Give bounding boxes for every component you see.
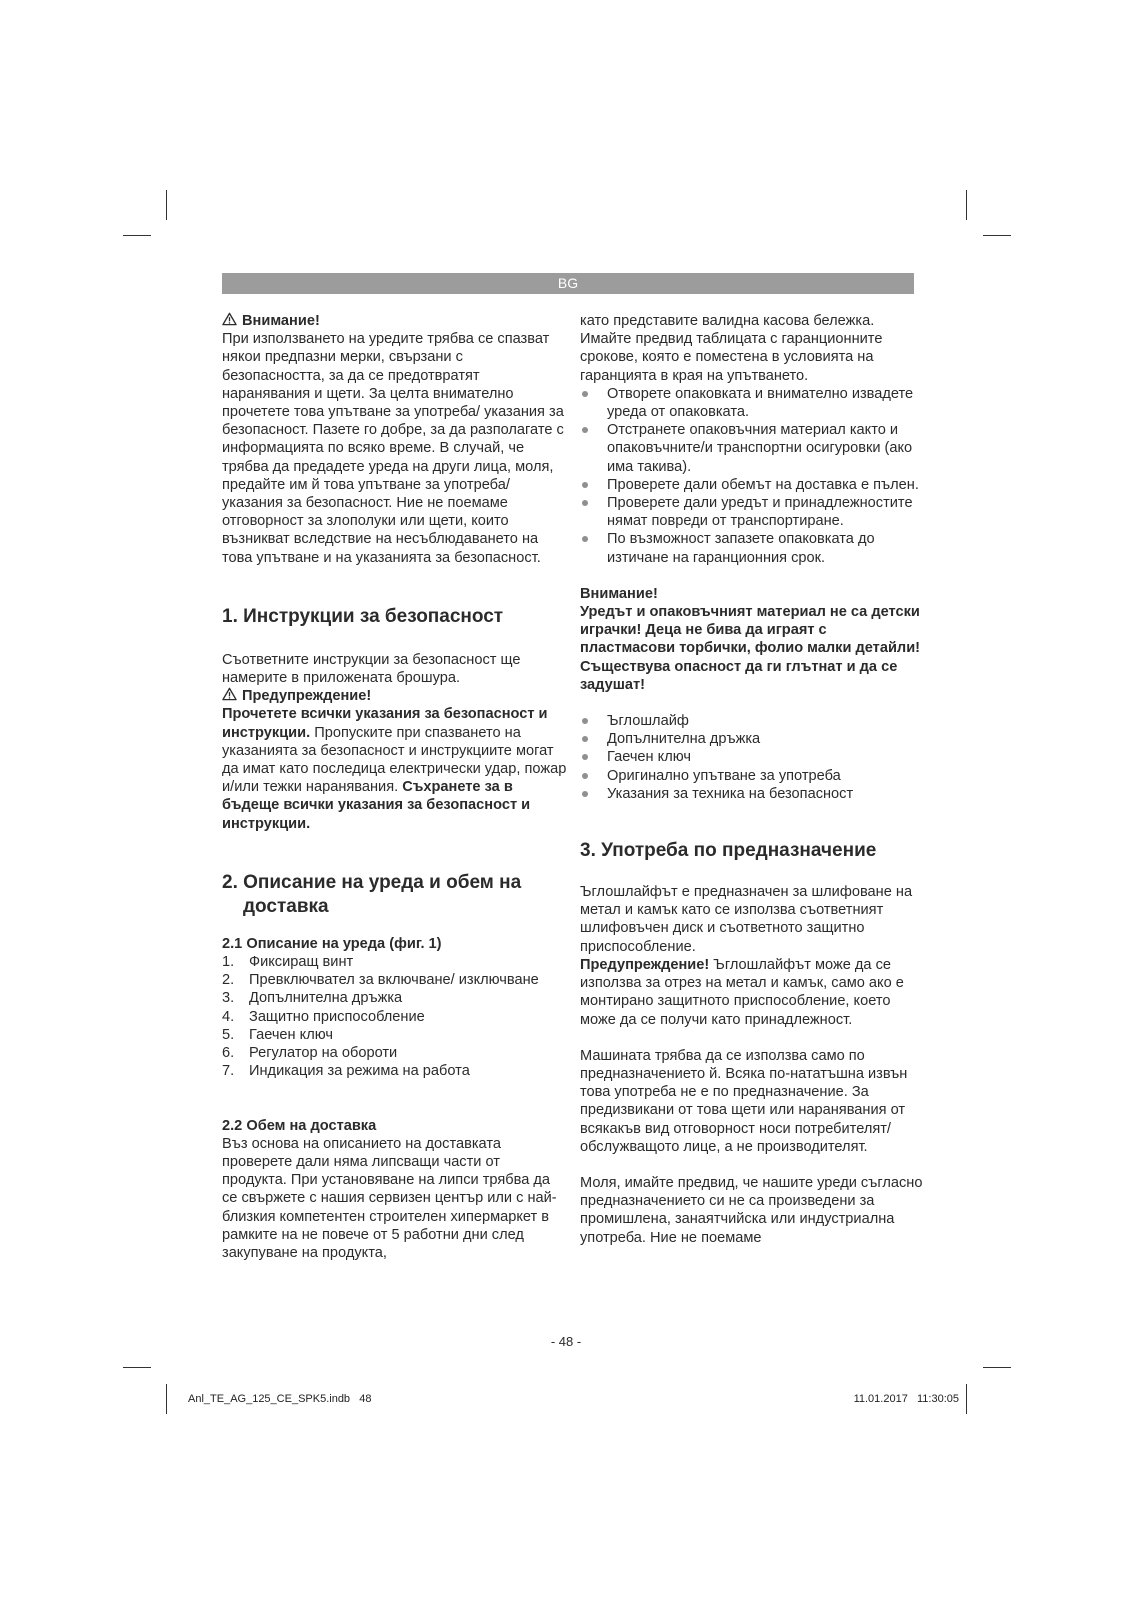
warning-title: Внимание! xyxy=(580,585,658,602)
section-1-title: 1. Инструкции за безопасност xyxy=(222,605,504,627)
footer-file: Anl_TE_AG_125_CE_SPK5.indb 48 xyxy=(188,1393,372,1405)
footer-date: 11.01.2017 11:30:05 xyxy=(853,1393,959,1405)
warning-triangle-icon xyxy=(222,312,237,326)
list-item: Оригинално упътване за употреба xyxy=(580,767,925,785)
body-text: Ъглошлайфът може да се използва за отрез на метал и камък, само ако е монтирано защитното приспособление, което може да се получи като принадлежност. xyxy=(580,956,904,1028)
warning-text: При използването на уредите трябва се спазват някои предпазни мерки, свързани с безопасността, за да се предотвратят наранявания и щети. За целта внимателно прочетете това упътване за употреба/ указания за безопасност. Пазете го добре, за да разполагате с информацията по всяко време. В случай, че трябва да предадете уреда на други лица, моля, предайте им й това упътване за употреба/указания за безопасност. Ние не поемаме отговорност за злополуки или щети, които възникват вследствие на несъблюдаването на това упътване и на указанията за безопасност. xyxy=(222,331,564,566)
list-item: 4. Защитно приспособление xyxy=(222,1008,425,1025)
list-item: 5. Гаечен ключ xyxy=(222,1026,333,1043)
left-column xyxy=(222,312,567,1262)
body-text: Пропуските при спазването на указанията за безопасност и инструкциите могат да имат като последица електрически удар, пожар и/или тежки наранявания. xyxy=(222,724,567,796)
list-item: Проверете дали обемът на доставка е пълен. xyxy=(580,476,925,494)
page-number: - 48 - xyxy=(550,1334,582,1349)
language-bar: BG xyxy=(222,273,914,294)
section-1-warning xyxy=(222,705,567,832)
crop-mark xyxy=(983,235,1011,236)
crop-mark xyxy=(966,1384,967,1414)
warning-heading xyxy=(222,687,567,705)
crop-mark xyxy=(966,190,967,220)
list-item: По възможност запазете опаковката до изтичане на гаранционния срок. xyxy=(580,530,925,566)
warning-title: Предупреждение! xyxy=(242,688,372,705)
list-item: Отворете опаковката и внимателно извадете уреда от опаковката. xyxy=(580,385,925,421)
list-item: Отстранете опаковъчния материал както и опаковъчните/и транспортни осигуровки (ако има такива). xyxy=(580,421,925,476)
bold-text: Съхранете за в бъдеще всички указания за безопасност и инструкции. xyxy=(222,779,531,832)
list-item: Проверете дали уредът и принадлежностите нямат повреди от транспортиране. xyxy=(580,494,925,530)
section-3-title: 3. Употреба по предназначение xyxy=(580,840,877,862)
continued-text: като представите валидна касова бележка. Имайте предвид таблицата с гаранционните срокове, която е поместена в условията на гаранцията в края на упътването. xyxy=(580,313,883,384)
subsection-2-2-title: 2.2 Обем на доставка xyxy=(222,1117,377,1134)
section-3-p4: Моля, имайте предвид, че нашите уреди съгласно предназначението си не са произведени за промишлена, занаятчийска или индустриална употреба. Ние не поемаме xyxy=(580,1174,923,1246)
list-item: Гаечен ключ xyxy=(580,748,925,766)
warning-triangle-icon xyxy=(222,687,237,701)
list-item: Допълнителна дръжка xyxy=(580,730,925,748)
right-column xyxy=(580,312,925,1247)
section-1-text: Съответните инструкции за безопасност ще намерите в приложената брошура. xyxy=(222,651,521,687)
crop-mark xyxy=(123,1367,151,1368)
subsection-2-2-text: Въз основа на описанието на доставката проверете дали няма липсващи части от продукта. При установяване на липси трябва да се свържете с нашия сервизен център или с най-близкия компетентен строителен хипермаркет в рамките на не повече от 5 работни дни след закупуване на продукта, xyxy=(222,1135,557,1261)
warning-text: Уредът и опаковъчният материал не са детски играчки! Деца не бива да играят с пластмасови торбички, фолио малки детайли! Съществува опасност да ги глътнат и да се задушат! xyxy=(580,604,921,693)
unpacking-list xyxy=(580,385,925,567)
list-item: 7. Индикация за режима на работа xyxy=(222,1063,470,1080)
list-item: 3. Допълнителна дръжка xyxy=(222,990,403,1007)
section-3-p3: Машината трябва да се използва само по предназначението й. Всяка по-нататъшна извън това употреба не е по предназначение. За предизвикани от това щети или наранявания от всякакъв вид отговорност носи потребителят/обслужващото лице, а не производителят. xyxy=(580,1047,908,1155)
list-item: 2. Превключвател за включване/ изключване xyxy=(222,972,539,989)
crop-mark xyxy=(166,190,167,220)
list-item: 6. Регулатор на обороти xyxy=(222,1045,398,1062)
bold-text: Прочетете всички указания за безопасност и инструкции. xyxy=(222,706,548,741)
list-item: Указания за техника на безопасност xyxy=(580,785,925,803)
delivery-list xyxy=(580,712,925,803)
parts-list xyxy=(222,953,567,1080)
warning-title: Внимание! xyxy=(242,313,320,329)
list-item: 1. Фиксиращ винт xyxy=(222,954,354,971)
warning-heading xyxy=(222,312,567,330)
list-item: Ъглошлайф xyxy=(580,712,925,730)
section-2-title: 2. Описание на уреда и обем на доставка xyxy=(222,871,522,917)
bold-text: Предупреждение! xyxy=(580,956,710,973)
crop-mark xyxy=(983,1367,1011,1368)
crop-mark xyxy=(166,1384,167,1414)
section-3-p2 xyxy=(580,956,925,1029)
crop-mark xyxy=(123,235,151,236)
section-3-p1: Ъглошлайфът е предназначен за шлифоване на метал и камък като се използва съответният шлифовъчен диск и съответното защитно приспособление. xyxy=(580,884,913,955)
subsection-2-1-title: 2.1 Описание на уреда (фиг. 1) xyxy=(222,935,442,952)
